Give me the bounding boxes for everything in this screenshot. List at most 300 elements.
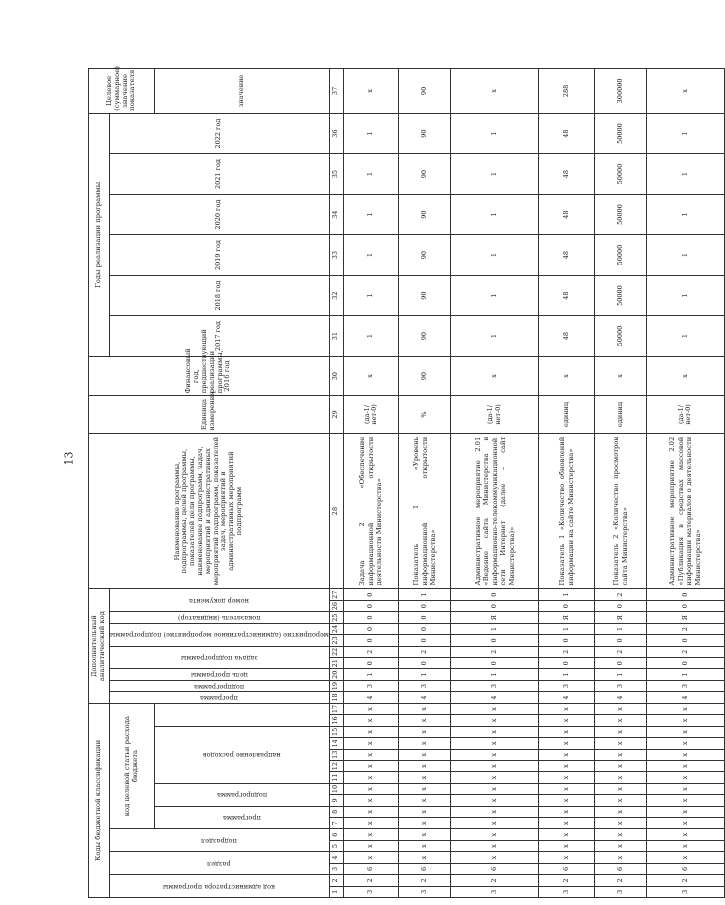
code-cell: x	[451, 852, 539, 863]
code-cell: 0	[343, 612, 399, 623]
code-cell: 6	[343, 863, 399, 874]
year-value-cell: 1	[343, 113, 399, 154]
code-cell: 4	[647, 692, 725, 703]
years-header: Годы реализации программы	[89, 113, 110, 356]
code-cell: x	[539, 749, 595, 760]
code-cell: x	[343, 818, 399, 829]
column-number: 16	[329, 715, 343, 726]
year-value-cell: 50000	[595, 275, 647, 316]
code-cell: x	[595, 772, 647, 783]
column-number: 36	[329, 113, 343, 154]
code-cell: x	[451, 818, 539, 829]
section-header: раздел	[109, 852, 329, 875]
column-number: 6	[329, 829, 343, 840]
base-year-cell: x	[647, 356, 725, 395]
code-cell: x	[343, 760, 399, 771]
column-number: 9	[329, 795, 343, 806]
code-cell: x	[451, 840, 539, 851]
code-cell: x	[647, 760, 725, 771]
code-cell: x	[451, 760, 539, 771]
code-cell: 0	[647, 635, 725, 646]
code-cell: 0	[399, 623, 451, 634]
a-measure-header: мероприятие (административное мероприятие) подпрограммы	[109, 623, 329, 646]
code-cell: x	[451, 726, 539, 737]
code-cell: 1	[647, 669, 725, 680]
year-value-cell: 90	[399, 235, 451, 276]
column-number: 29	[329, 396, 343, 433]
code-cell: 1	[595, 623, 647, 634]
code-cell: x	[647, 852, 725, 863]
code-cell: 0	[343, 600, 399, 611]
code-cell: x	[595, 818, 647, 829]
code-cell: 4	[343, 692, 399, 703]
code-cell: 2	[539, 646, 595, 657]
column-number-row	[329, 69, 343, 898]
name-cell: Административное мероприятие 2.02 «Публикация в средствах массовой информации материалов о деятельности Министерства»	[647, 433, 725, 589]
code-cell: 0	[595, 658, 647, 669]
code-cell: 0	[451, 658, 539, 669]
table-row	[451, 69, 539, 898]
column-number: 30	[329, 356, 343, 395]
column-number: 26	[329, 600, 343, 611]
column-number: 2	[329, 875, 343, 886]
target-code-header: код целевой статьи расхода бюджета	[109, 703, 155, 829]
analytic-code-header: Дополнительный аналитический код	[89, 589, 110, 703]
code-cell: x	[399, 795, 451, 806]
column-number: 34	[329, 194, 343, 235]
column-number: 27	[329, 589, 343, 601]
code-cell: x	[399, 715, 451, 726]
code-cell: x	[539, 726, 595, 737]
code-cell: 0	[343, 623, 399, 634]
code-cell: x	[343, 795, 399, 806]
code-cell: x	[647, 738, 725, 749]
year-value-cell: 1	[451, 113, 539, 154]
column-number: 5	[329, 840, 343, 851]
column-number: 11	[329, 772, 343, 783]
code-cell: 0	[451, 600, 539, 611]
year-value-cell: 1	[343, 235, 399, 276]
code-cell: x	[647, 703, 725, 715]
admin-code-header: код администратора программы	[109, 875, 329, 898]
year-value-cell: 48	[539, 154, 595, 195]
code-cell: x	[595, 715, 647, 726]
code-cell: x	[451, 829, 539, 840]
code-cell: 3	[595, 680, 647, 691]
column-number: 19	[329, 680, 343, 691]
code-cell: x	[539, 795, 595, 806]
code-cell: x	[647, 829, 725, 840]
code-cell: x	[647, 806, 725, 817]
unit-cell: (да-1/ нет-0)	[647, 396, 725, 433]
base-year-cell: x	[539, 356, 595, 395]
code-cell: 0	[647, 600, 725, 611]
control-value-cell: x	[647, 69, 725, 114]
code-cell: 2	[343, 646, 399, 657]
year-value-cell: 90	[399, 275, 451, 316]
code-cell: 2	[451, 646, 539, 657]
code-cell: 6	[595, 863, 647, 874]
table-row	[647, 69, 725, 898]
code-cell: 3	[595, 886, 647, 897]
code-cell: 0	[399, 658, 451, 669]
code-cell: x	[451, 795, 539, 806]
code-cell: 2	[595, 646, 647, 657]
code-cell: 4	[539, 692, 595, 703]
code-cell: x	[399, 772, 451, 783]
unit-cell: %	[399, 396, 451, 433]
column-number: 28	[329, 433, 343, 589]
code-cell: 0	[539, 658, 595, 669]
control-value-cell: x	[451, 69, 539, 114]
expense-direction-header: направление расходов	[155, 726, 329, 783]
year-value-cell: 50000	[595, 154, 647, 195]
header-row-1	[89, 69, 110, 898]
code-cell: x	[539, 818, 595, 829]
code-cell: x	[647, 840, 725, 851]
code-cell: 1	[539, 589, 595, 601]
unit-cell: (да-1/ нет-0)	[451, 396, 539, 433]
code-cell: x	[451, 703, 539, 715]
year-value-cell: 90	[399, 194, 451, 235]
table-row	[595, 69, 647, 898]
year-value-cell: 1	[647, 154, 725, 195]
code-cell: x	[343, 738, 399, 749]
column-number: 10	[329, 783, 343, 794]
column-number: 13	[329, 749, 343, 760]
unit-cell: единиц	[595, 396, 647, 433]
value-header: значение	[155, 69, 329, 114]
column-number: 21	[329, 658, 343, 669]
code-cell: 0	[451, 635, 539, 646]
year-value-cell: 90	[399, 113, 451, 154]
code-cell: x	[399, 726, 451, 737]
base-year-header: Финансовый год, предшествующий реализации программы, 2016 год	[89, 356, 330, 395]
code-cell: 6	[539, 863, 595, 874]
a-program-header: программа	[109, 692, 329, 703]
code-cell: 3	[539, 886, 595, 897]
code-cell: x	[343, 703, 399, 715]
code-cell: 0	[647, 658, 725, 669]
year-value-cell: 1	[647, 113, 725, 154]
column-number: 23	[329, 635, 343, 646]
budget-codes-header: Коды бюджетной классификации	[89, 703, 110, 897]
code-cell: x	[595, 760, 647, 771]
rotated-page-area	[88, 66, 702, 898]
code-cell: 2	[647, 646, 725, 657]
code-cell: x	[343, 726, 399, 737]
code-cell: x	[343, 829, 399, 840]
code-cell: x	[595, 852, 647, 863]
code-cell: 0	[647, 589, 725, 601]
year-value-cell: 1	[451, 154, 539, 195]
code-cell: 2	[647, 623, 725, 634]
year-2022-header: 2022 год	[109, 113, 329, 154]
column-number: 32	[329, 275, 343, 316]
code-cell: 3	[647, 680, 725, 691]
code-cell: 1	[399, 589, 451, 601]
column-number: 37	[329, 69, 343, 114]
column-number: 8	[329, 806, 343, 817]
subsection-header: подраздел	[109, 829, 329, 852]
column-number: 4	[329, 852, 343, 863]
subprogram-code-header: подпрограмма	[155, 783, 329, 806]
year-2018-header: 2018 год	[109, 275, 329, 316]
column-number: 7	[329, 818, 343, 829]
year-value-cell: 1	[647, 194, 725, 235]
column-number: 1	[329, 886, 343, 897]
year-value-cell: 50000	[595, 113, 647, 154]
code-cell: 2	[451, 875, 539, 886]
column-number: 12	[329, 760, 343, 771]
code-cell: x	[595, 726, 647, 737]
column-number: 31	[329, 316, 343, 357]
code-cell: 0	[595, 600, 647, 611]
column-number: 22	[329, 646, 343, 657]
code-cell: 0	[539, 635, 595, 646]
name-column-header: Наименование программы, подпрограммы, целей программы, показателей цели программы, наименование подпрограмм, задач, мероприятий и административных мероприятий подпрограмм, показателей задач, мероприятий и административных мероприятий подпрограмм	[89, 433, 330, 589]
year-value-cell: 48	[539, 275, 595, 316]
year-value-cell: 1	[647, 235, 725, 276]
table-row	[343, 69, 399, 898]
code-cell: 0	[539, 600, 595, 611]
year-value-cell: 1	[647, 316, 725, 357]
code-cell: x	[451, 772, 539, 783]
code-cell: x	[539, 852, 595, 863]
a-doc-header: номер документа	[109, 589, 329, 612]
unit-cell: единиц	[539, 396, 595, 433]
table-wrapper	[88, 66, 702, 898]
code-cell: 0	[343, 658, 399, 669]
code-cell: x	[399, 840, 451, 851]
base-year-cell: x	[595, 356, 647, 395]
table-body	[329, 69, 724, 898]
code-cell: 0	[343, 589, 399, 601]
code-cell: x	[539, 840, 595, 851]
name-cell: Показатель 2 «Количество просмотров сайта Министерства»	[595, 433, 647, 589]
code-cell: x	[595, 795, 647, 806]
column-number: 14	[329, 738, 343, 749]
code-cell: 1	[539, 669, 595, 680]
name-cell: Административное мероприятие 2.01 «Ведение сайта Министерства в информационно-телекоммуникационной сети Интернет (далее – сайт Министерства)»	[451, 433, 539, 589]
code-cell: x	[451, 738, 539, 749]
year-value-cell: 48	[539, 235, 595, 276]
code-cell: 3	[343, 886, 399, 897]
code-cell: 6	[451, 863, 539, 874]
year-2020-header: 2020 год	[109, 194, 329, 235]
code-cell: x	[399, 738, 451, 749]
code-cell: 2	[399, 875, 451, 886]
year-value-cell: 90	[399, 316, 451, 357]
code-cell: x	[451, 806, 539, 817]
code-cell: x	[595, 749, 647, 760]
code-cell: x	[595, 829, 647, 840]
code-cell: x	[539, 738, 595, 749]
code-cell: Я	[595, 612, 647, 623]
code-cell: x	[647, 749, 725, 760]
code-cell: 1	[451, 623, 539, 634]
code-cell: x	[539, 703, 595, 715]
code-cell: x	[595, 840, 647, 851]
code-cell: 1	[539, 623, 595, 634]
control-value-cell: 90	[399, 69, 451, 114]
code-cell: 2	[595, 875, 647, 886]
code-cell: x	[399, 852, 451, 863]
code-cell: x	[399, 703, 451, 715]
code-cell: 2	[343, 875, 399, 886]
year-value-cell: 90	[399, 154, 451, 195]
control-value-cell: 300000	[595, 69, 647, 114]
code-cell: 1	[595, 669, 647, 680]
year-value-cell: 1	[343, 316, 399, 357]
column-number: 24	[329, 623, 343, 634]
code-cell: x	[399, 760, 451, 771]
code-cell: Я	[451, 612, 539, 623]
code-cell: 1	[343, 669, 399, 680]
code-cell: x	[343, 715, 399, 726]
code-cell: x	[451, 749, 539, 760]
column-number: 3	[329, 863, 343, 874]
code-cell: x	[647, 726, 725, 737]
code-cell: x	[399, 818, 451, 829]
column-number: 17	[329, 703, 343, 715]
year-value-cell: 1	[451, 194, 539, 235]
a-task-header: задача подпрограммы	[109, 646, 329, 669]
code-cell: x	[595, 783, 647, 794]
column-number: 33	[329, 235, 343, 276]
year-value-cell: 50000	[595, 235, 647, 276]
column-number: 20	[329, 669, 343, 680]
column-number: 18	[329, 692, 343, 703]
code-cell: 0	[399, 600, 451, 611]
code-cell: x	[539, 783, 595, 794]
year-value-cell: 1	[451, 235, 539, 276]
year-value-cell: 48	[539, 316, 595, 357]
code-cell: x	[647, 795, 725, 806]
column-number: 15	[329, 726, 343, 737]
name-cell: Показатель 1 «Количество обновлений информации на сайте Министерства»	[539, 433, 595, 589]
name-cell: Показатель 1 «Уровень информационной открытости Министерства»	[399, 433, 451, 589]
code-cell: 2	[399, 646, 451, 657]
control-value-cell: 288	[539, 69, 595, 114]
year-2017-header: 2017 год	[109, 316, 329, 357]
code-cell: 0	[399, 612, 451, 623]
table-row	[399, 69, 451, 898]
unit-column-header: Единица измерения	[89, 396, 330, 433]
code-cell: x	[343, 840, 399, 851]
code-cell: 3	[399, 680, 451, 691]
code-cell: x	[539, 772, 595, 783]
code-cell: 4	[451, 692, 539, 703]
code-cell: 6	[399, 863, 451, 874]
code-cell: 1	[451, 669, 539, 680]
code-cell: x	[343, 749, 399, 760]
code-cell: 3	[451, 680, 539, 691]
code-cell: x	[451, 783, 539, 794]
code-cell: 3	[647, 886, 725, 897]
year-value-cell: 50000	[595, 194, 647, 235]
code-cell: 4	[595, 692, 647, 703]
code-cell: x	[451, 715, 539, 726]
code-cell: x	[343, 852, 399, 863]
code-cell: 4	[399, 692, 451, 703]
code-cell: 3	[451, 886, 539, 897]
code-cell: x	[595, 738, 647, 749]
code-cell: x	[399, 749, 451, 760]
code-cell: x	[595, 703, 647, 715]
base-year-cell: x	[451, 356, 539, 395]
code-cell: 2	[647, 875, 725, 886]
year-value-cell: 50000	[595, 316, 647, 357]
code-cell: Я	[647, 612, 725, 623]
code-cell: x	[539, 715, 595, 726]
code-cell: x	[343, 772, 399, 783]
year-value-cell: 1	[451, 316, 539, 357]
code-cell: x	[595, 806, 647, 817]
a-indicator-header: показатель (индикатор)	[109, 612, 329, 623]
page-number: 13	[62, 451, 76, 466]
code-cell: x	[647, 783, 725, 794]
year-value-cell: 1	[647, 275, 725, 316]
unit-cell: (да-1/ нет-0)	[343, 396, 399, 433]
code-cell: Я	[539, 612, 595, 623]
blank-code-header	[155, 703, 329, 726]
code-cell: x	[343, 806, 399, 817]
base-year-cell: 90	[399, 356, 451, 395]
year-value-cell: 1	[343, 154, 399, 195]
code-cell: x	[539, 829, 595, 840]
code-cell: x	[647, 772, 725, 783]
code-cell: x	[399, 783, 451, 794]
code-cell: x	[647, 715, 725, 726]
year-value-cell: 1	[343, 194, 399, 235]
program-table	[88, 68, 725, 898]
base-year-cell: x	[343, 356, 399, 395]
year-value-cell: 1	[343, 275, 399, 316]
code-cell: 0	[399, 635, 451, 646]
year-value-cell: 1	[451, 275, 539, 316]
code-cell: 0	[451, 589, 539, 601]
control-value-header: Целевое (суммарное) значение показателя	[89, 69, 155, 114]
code-cell: 3	[399, 886, 451, 897]
code-cell: 0	[343, 635, 399, 646]
a-goal-header: цель программы	[109, 669, 329, 680]
code-cell: 1	[399, 669, 451, 680]
year-2019-header: 2019 год	[109, 235, 329, 276]
code-cell: 6	[647, 863, 725, 874]
year-value-cell: 48	[539, 194, 595, 235]
year-2021-header: 2021 год	[109, 154, 329, 195]
code-cell: x	[399, 829, 451, 840]
code-cell: x	[539, 760, 595, 771]
code-cell: 2	[539, 875, 595, 886]
table-row	[539, 69, 595, 898]
code-cell: 3	[539, 680, 595, 691]
name-cell: Задача 2 «Обеспечение информационной открытости деятельности Министерства»	[343, 433, 399, 589]
control-value-cell: x	[343, 69, 399, 114]
column-number: 35	[329, 154, 343, 195]
code-cell: x	[399, 806, 451, 817]
code-cell: 3	[343, 680, 399, 691]
year-value-cell: 48	[539, 113, 595, 154]
column-number: 25	[329, 612, 343, 623]
code-cell: 2	[595, 589, 647, 601]
code-cell: x	[539, 806, 595, 817]
code-cell: 0	[595, 635, 647, 646]
program-code-header: программа	[155, 806, 329, 829]
code-cell: x	[343, 783, 399, 794]
a-subprogram-header: подпрограмма	[109, 680, 329, 691]
